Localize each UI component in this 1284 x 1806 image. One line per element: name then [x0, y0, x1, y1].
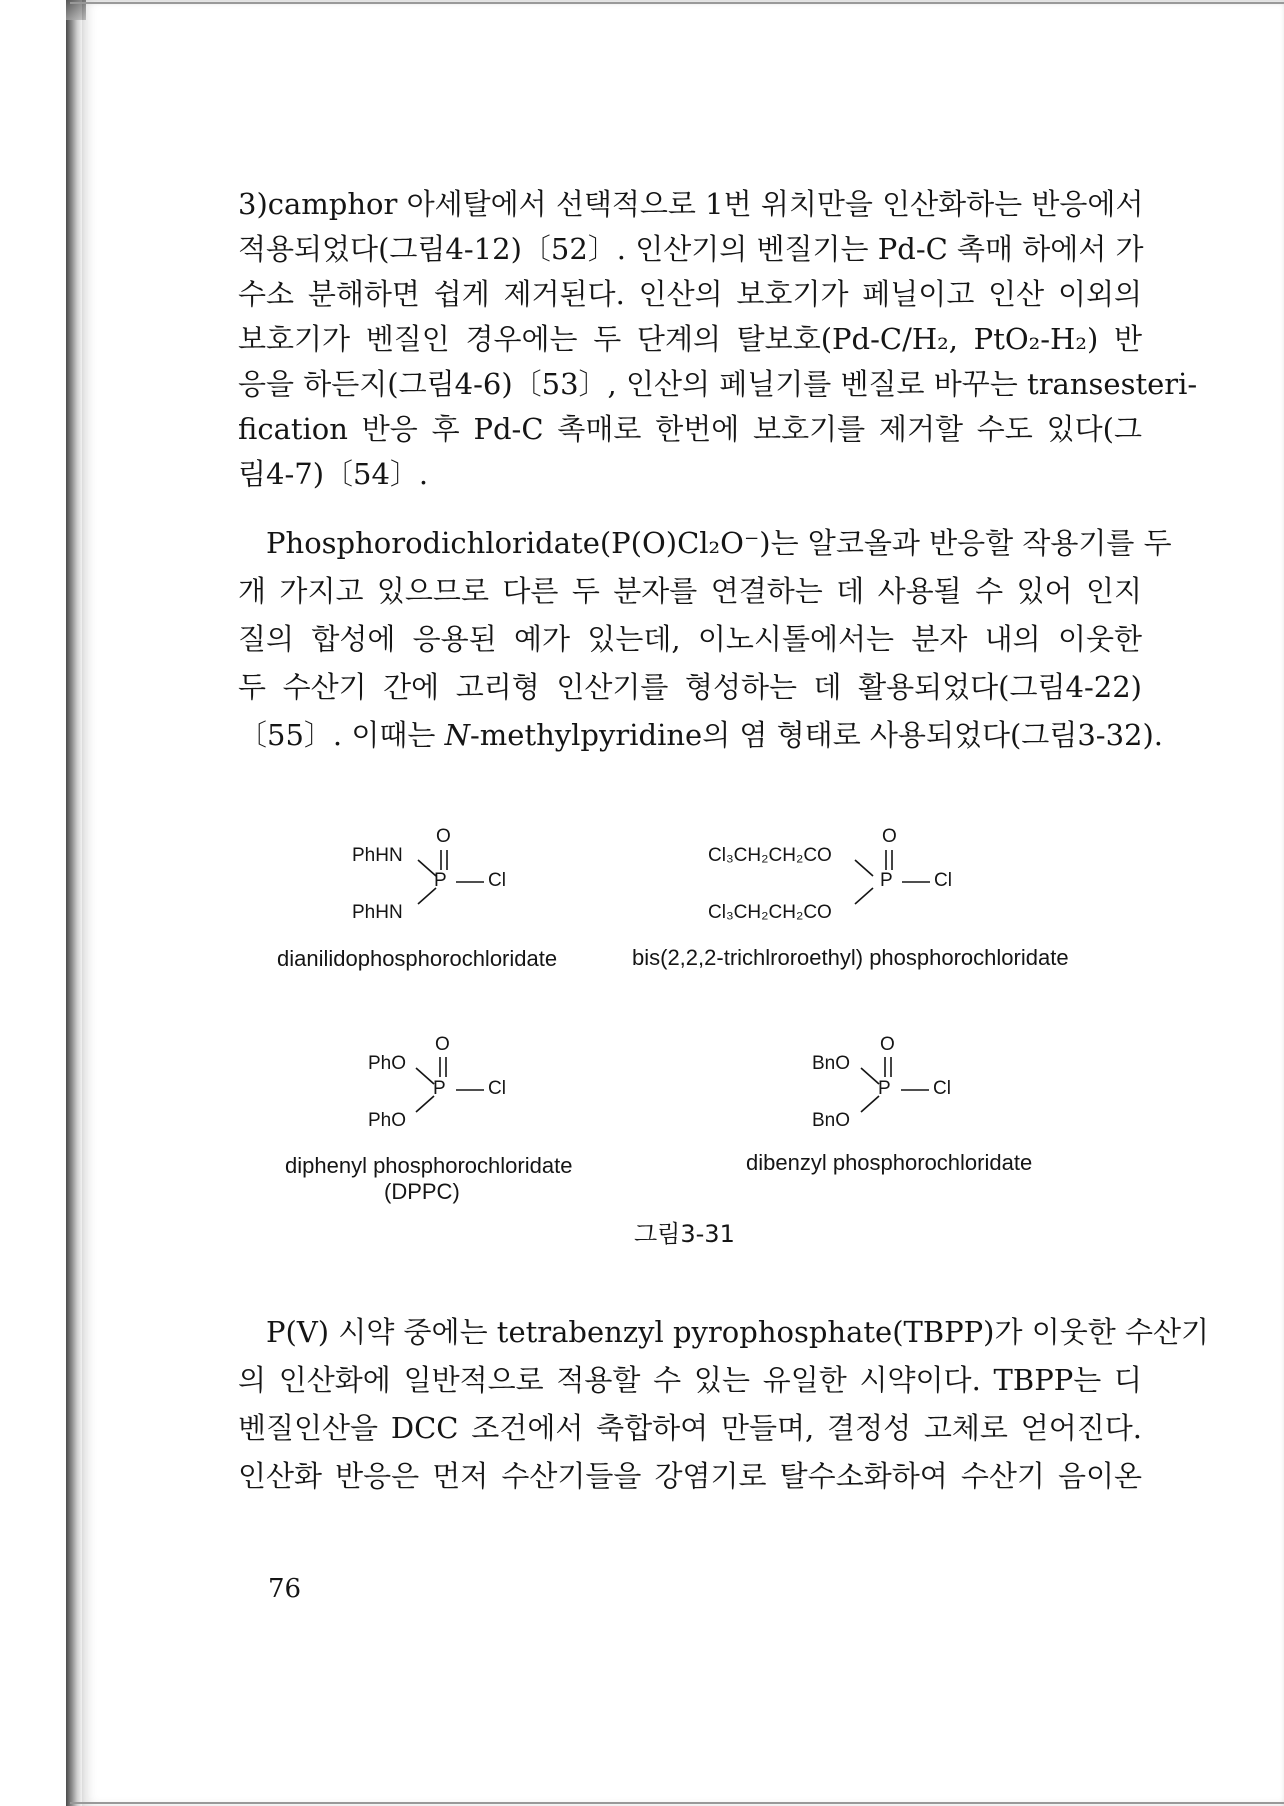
bond-line — [855, 860, 873, 876]
structure-caption: dianilidophosphorochloridate — [277, 946, 558, 971]
chlorine-atom-label: Cl — [934, 870, 952, 891]
substituent-top: BnO — [812, 1053, 851, 1074]
paragraph3-line: 의 인산화에 일반적으로 적용할 수 있는 유일한 시약이다. TBPP는 디 — [238, 1363, 1142, 1397]
paragraph3-line: P(V) 시약 중에는 tetrabenzyl pyrophosphate(TBPP)가 이웃한 수산기 — [266, 1315, 1210, 1349]
chlorine-atom-label: Cl — [933, 1078, 951, 1099]
last-line-suffix: -methylpyridine의 염 형태로 사용되었다(그림3-32). — [469, 718, 1164, 752]
paragraph2-line: 개 가지고 있으므로 다른 두 분자를 연결하는 데 사용될 수 있어 인지 — [238, 574, 1142, 608]
oxygen-atom-label: O — [880, 1034, 895, 1055]
chlorine-atom-label: Cl — [488, 1078, 506, 1099]
substituent-bottom: PhO — [368, 1110, 407, 1131]
paragraph1-line: 응을 하든지(그림4-6)〔53〕, 인산의 페닐기를 벤질로 바꾸는 transesteri- — [238, 367, 1198, 401]
page-number: 76 — [268, 1574, 302, 1604]
phosphorus-atom-label: P — [433, 1078, 446, 1099]
italic-n: N — [444, 718, 470, 752]
substituent-bottom: Cl₃CH₂CH₂CO — [708, 902, 832, 923]
figure-label: 그림3-31 — [634, 1220, 735, 1248]
bond-line — [861, 1068, 879, 1084]
paragraph3-line: 인산화 반응은 먼저 수산기들을 강염기로 탈수소화하여 수산기 음이온 — [238, 1459, 1142, 1493]
paragraph1-line: 3)camphor 아세탈에서 선택적으로 1번 위치만을 인산화하는 반응에서 — [238, 187, 1144, 221]
substituent-top: Cl₃CH₂CH₂CO — [708, 845, 832, 866]
paragraph1-line: 림4-7)〔54〕. — [238, 457, 429, 491]
bond-line — [416, 1096, 434, 1112]
paragraph1-line: 보호기가 벤질인 경우에는 두 단계의 탈보호(Pd-C/H₂, PtO₂-H₂) 반 — [238, 322, 1142, 356]
paragraph1-line: fication 반응 후 Pd-C 촉매로 한번에 보호기를 제거할 수도 있다(그 — [238, 412, 1142, 446]
paragraph3-line: 벤질인산을 DCC 조건에서 축합하여 만들며, 결정성 고체로 얻어진다. — [238, 1411, 1142, 1445]
phosphorus-atom-label: P — [434, 870, 447, 891]
substituent-top: PhO — [368, 1053, 407, 1074]
last-line-prefix: 〔55〕. 이때는 — [238, 718, 445, 752]
paragraph1-line: 적용되었다(그림4-12)〔52〕. 인산기의 벤질기는 Pd-C 촉매 하에서 가 — [238, 232, 1144, 266]
phosphorus-atom-label: P — [880, 870, 893, 891]
oxygen-atom-label: O — [435, 1034, 450, 1055]
paragraph2-line: Phosphorodichloridate(P(O)Cl₂O⁻)는 알코올과 반응할 작용기를 두 — [266, 526, 1172, 560]
bond-line — [416, 1068, 434, 1084]
structure-caption: bis(2,2,2-trichlroroethyl) phosphorochloridate — [632, 945, 1069, 970]
phosphorus-atom-label: P — [878, 1078, 891, 1099]
substituent-bottom: BnO — [812, 1110, 851, 1131]
substituent-bottom: PhHN — [352, 902, 403, 923]
paragraph2-line: 질의 합성에 응용된 예가 있는데, 이노시톨에서는 분자 내의 이웃한 — [238, 622, 1142, 656]
substituent-top: PhHN — [352, 845, 403, 866]
bond-line — [861, 1096, 879, 1112]
chlorine-atom-label: Cl — [488, 870, 506, 891]
paragraph2-line: 두 수산기 간에 고리형 인산기를 형성하는 데 활용되었다(그림4-22) — [238, 670, 1142, 704]
structure-caption-abbrev: (DPPC) — [384, 1179, 460, 1204]
structure-caption: diphenyl phosphorochloridate — [285, 1153, 573, 1178]
paragraph1-line: 수소 분해하면 쉽게 제거된다. 인산의 보호기가 페닐이고 인산 이외의 — [238, 277, 1142, 311]
oxygen-atom-label: O — [882, 826, 897, 847]
structure-caption: dibenzyl phosphorochloridate — [746, 1150, 1033, 1175]
oxygen-atom-label: O — [436, 826, 451, 847]
bond-line — [855, 888, 873, 904]
